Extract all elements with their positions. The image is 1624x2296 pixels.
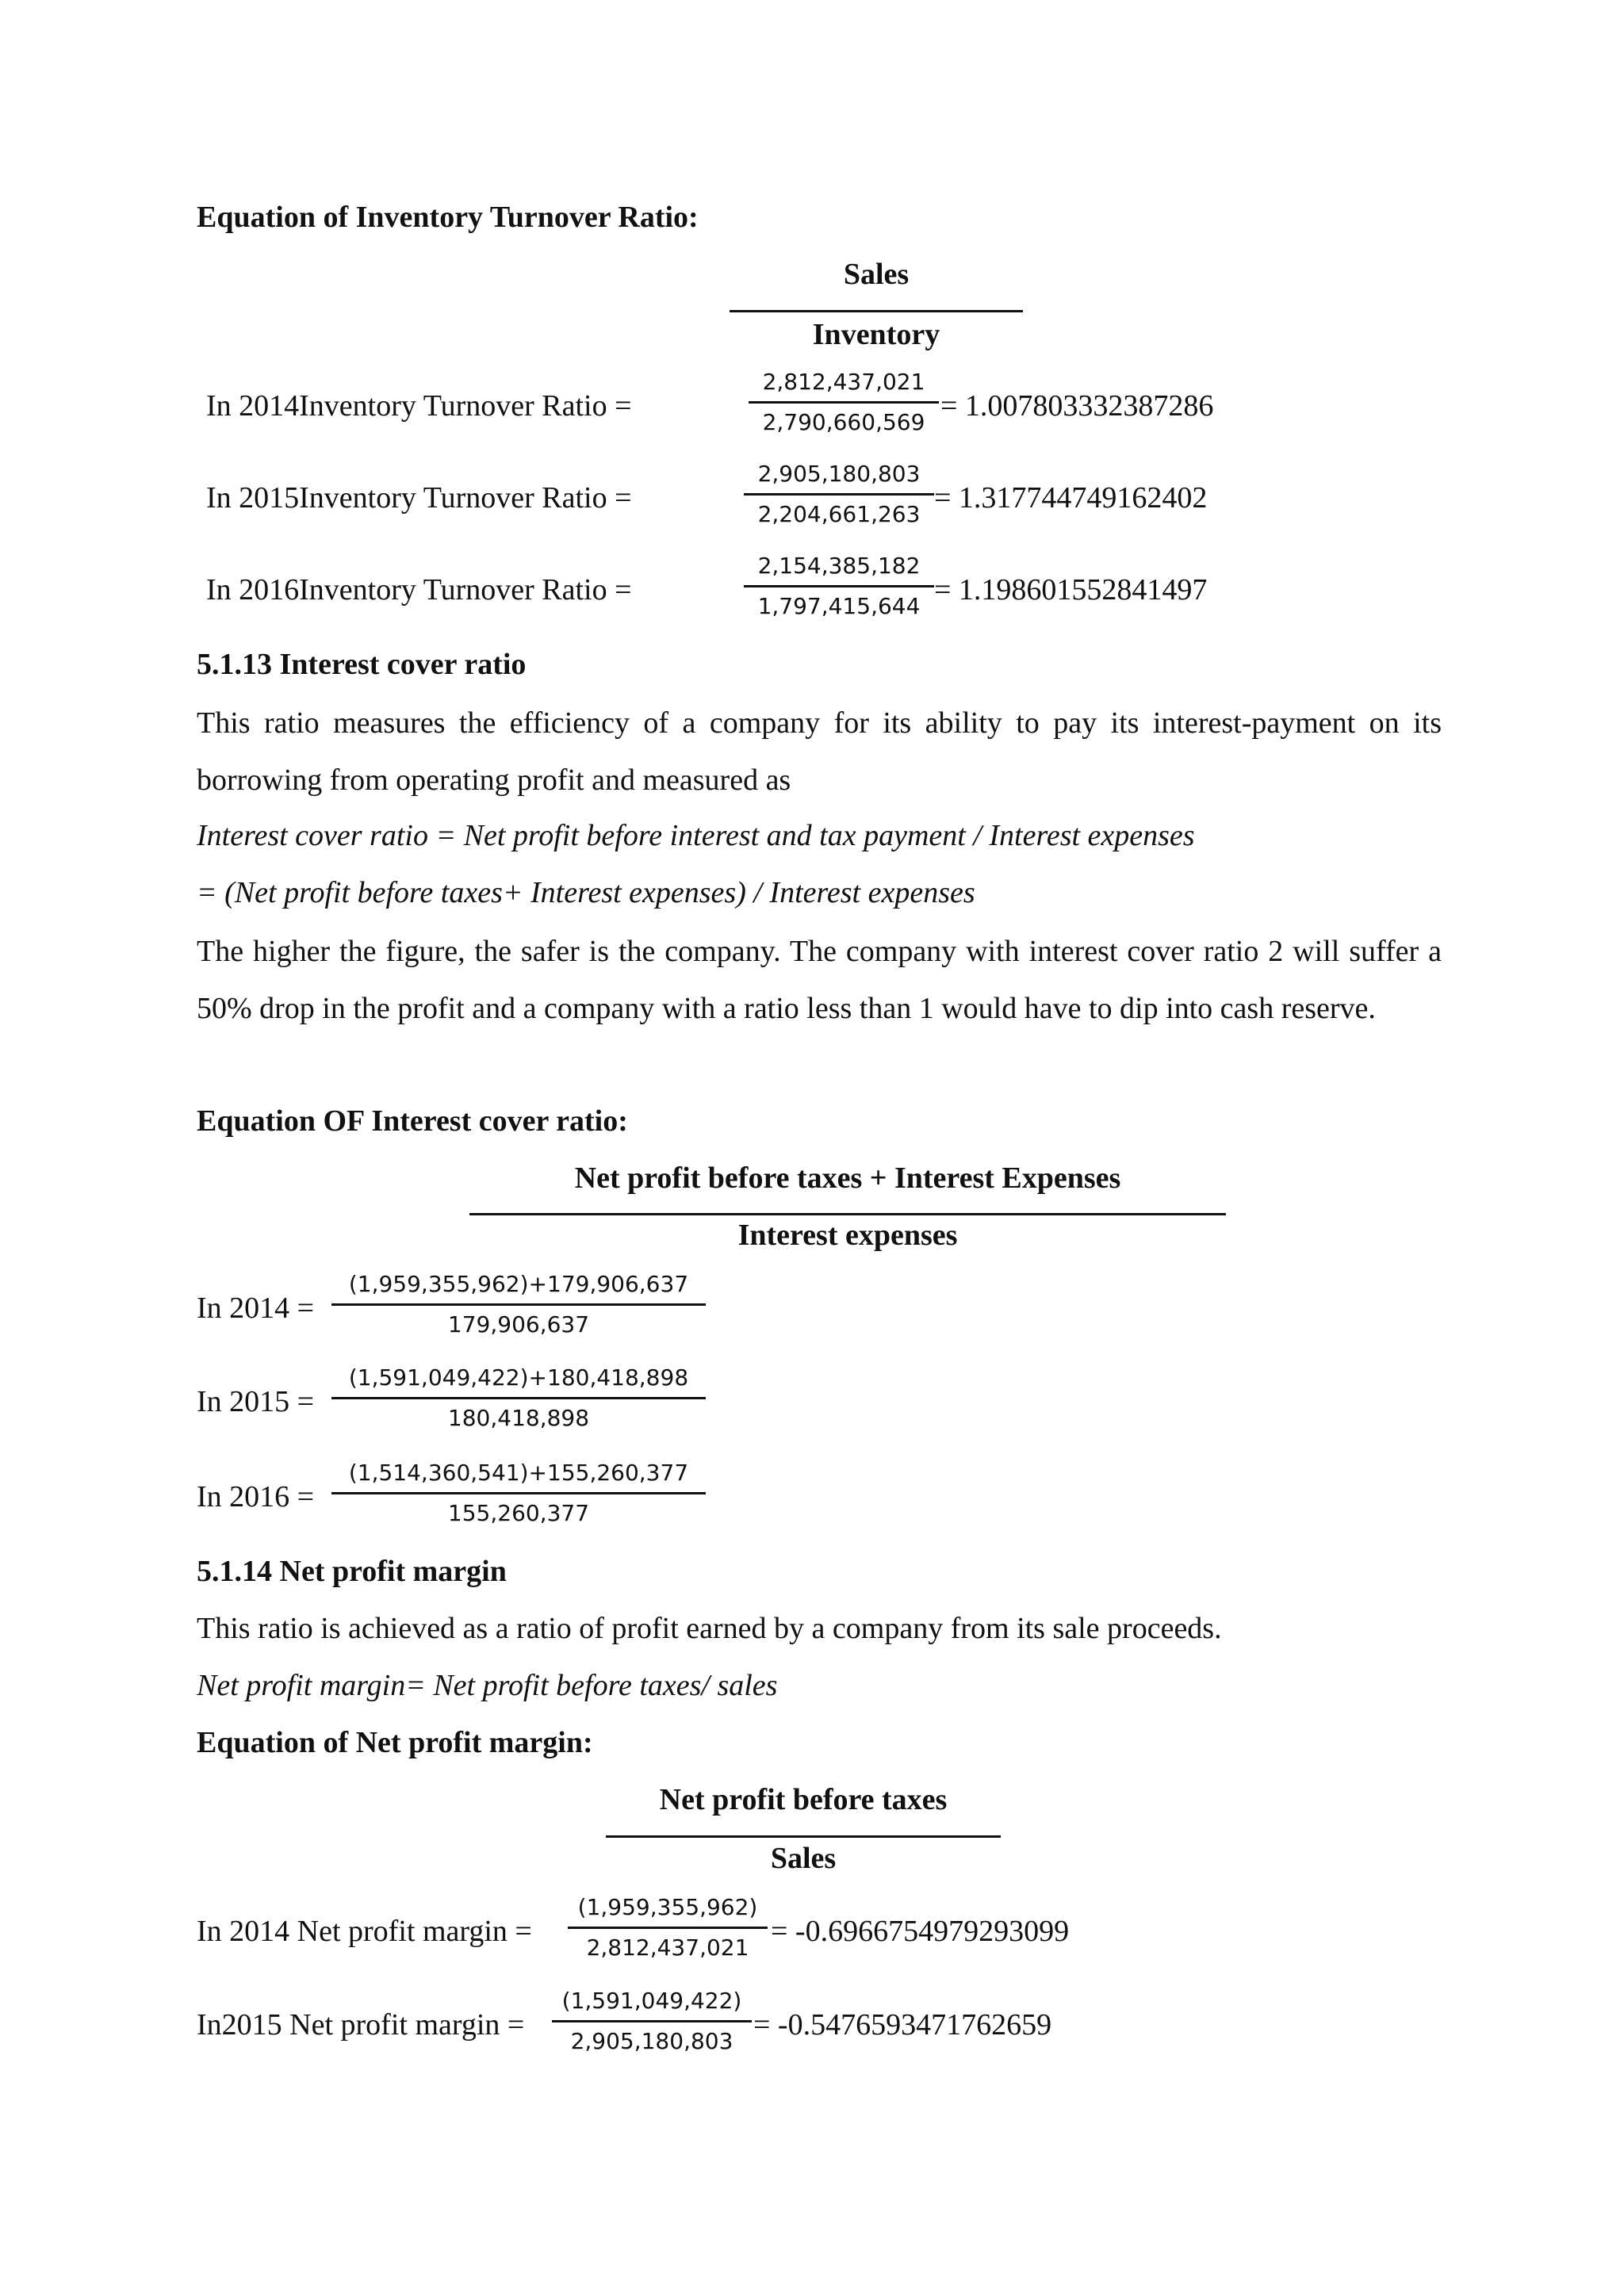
fraction-bar (552, 2020, 752, 2022)
net-profit-row-result: = -0.6966754979293099 (771, 1915, 1070, 1948)
fraction-bar (331, 1303, 706, 1306)
inventory-row-label: In 2015Inventory Turnover Ratio = (206, 481, 632, 515)
interest-section-heading: 5.1.13 Interest cover ratio (197, 648, 527, 681)
net-profit-equation-heading: Equation of Net profit margin: (197, 1726, 593, 1759)
inventory-formula-numerator: Sales (843, 258, 910, 291)
interest-fraction (331, 1270, 706, 1339)
inventory-fraction (749, 368, 939, 437)
fraction-numerator: (1,959,355,962) (577, 1894, 758, 1920)
net-profit-fraction (568, 1893, 768, 1962)
interest-formula-line-1: Interest cover ratio = Net profit before interest and tax payment / Interest expenses (197, 819, 1195, 852)
net-profit-section-heading: 5.1.14 Net profit margin (197, 1555, 507, 1588)
net-profit-paragraph: This ratio is achieved as a ratio of profit earned by a company from its sale proceeds. (197, 1612, 1222, 1645)
interest-row-label: In 2014 = (197, 1292, 315, 1325)
fraction-denominator: 179,906,637 (447, 1311, 590, 1337)
fraction-numerator: (1,514,360,541)+155,260,377 (348, 1460, 689, 1486)
interest-row-label: In 2015 = (197, 1385, 315, 1418)
inventory-row-result: = 1.317744749162402 (934, 481, 1208, 515)
fraction-numerator: 2,154,385,182 (757, 553, 921, 579)
interest-formula-denominator: Interest expenses (737, 1219, 958, 1252)
interest-formula-numerator: Net profit before taxes + Interest Expenses (574, 1161, 1121, 1195)
inventory-equation-heading: Equation of Inventory Turnover Ratio: (197, 201, 699, 234)
fraction-bar (331, 1397, 706, 1399)
inventory-fraction (744, 460, 934, 529)
fraction-bar (744, 585, 934, 587)
net-profit-row-label: In2015 Net profit margin = (197, 2008, 525, 2042)
interest-fraction (331, 1364, 706, 1433)
interest-formula-line-2: = (Net profit before taxes+ Interest expenses) / Interest expenses (197, 876, 975, 909)
fraction-numerator: 2,905,180,803 (757, 461, 921, 487)
net-profit-formula-line: Net profit margin= Net profit before taxes/ sales (197, 1669, 778, 1702)
inventory-formula-bar (730, 310, 1023, 312)
fraction-numerator: (1,591,049,422) (561, 1988, 742, 2014)
fraction-bar (331, 1492, 706, 1494)
fraction-bar (568, 1927, 768, 1929)
net-profit-row-result: = -0.5476593471762659 (753, 2008, 1052, 2042)
fraction-bar (744, 493, 934, 496)
fraction-denominator: 180,418,898 (447, 1405, 590, 1431)
interest-paragraph-2: The higher the figure, the safer is the company. The company with interest cover ratio 2 will suffer a 50% drop in the profit and a company with a ratio less than 1 would have to dip into cash reserve. (197, 935, 1442, 1025)
inventory-fraction (744, 552, 934, 621)
interest-paragraph-1: This ratio measures the efficiency of a company for its ability to pay its interest-payment on its borrowing from operating profit and measured as (197, 706, 1442, 797)
fraction-numerator: (1,959,355,962)+179,906,637 (348, 1271, 689, 1297)
fraction-bar (749, 401, 939, 404)
fraction-denominator: 1,797,415,644 (757, 593, 921, 619)
interest-fraction (331, 1459, 706, 1528)
fraction-denominator: 2,812,437,021 (586, 1934, 749, 1961)
inventory-row-result: = 1.007803332387286 (940, 389, 1214, 423)
fraction-denominator: 2,204,661,263 (757, 501, 921, 527)
fraction-denominator: 155,260,377 (447, 1500, 590, 1526)
fraction-numerator: 2,812,437,021 (762, 369, 925, 395)
net-profit-fraction (552, 1987, 752, 2056)
net-profit-formula-denominator: Sales (770, 1842, 837, 1875)
net-profit-formula-numerator: Net profit before taxes (659, 1783, 948, 1816)
net-profit-row-label: In 2014 Net profit margin = (197, 1915, 532, 1948)
inventory-formula-denominator: Inventory (812, 318, 940, 351)
net-profit-formula-bar (606, 1835, 1001, 1838)
inventory-row-label: In 2014Inventory Turnover Ratio = (206, 389, 632, 423)
interest-row-label: In 2016 = (197, 1480, 315, 1513)
inventory-row-label: In 2016Inventory Turnover Ratio = (206, 573, 632, 607)
interest-formula-bar (469, 1213, 1226, 1215)
inventory-row-result: = 1.198601552841497 (934, 573, 1208, 607)
interest-equation-heading: Equation OF Interest cover ratio: (197, 1104, 628, 1138)
fraction-denominator: 2,790,660,569 (762, 409, 925, 435)
fraction-denominator: 2,905,180,803 (570, 2028, 733, 2054)
fraction-numerator: (1,591,049,422)+180,418,898 (348, 1364, 689, 1391)
